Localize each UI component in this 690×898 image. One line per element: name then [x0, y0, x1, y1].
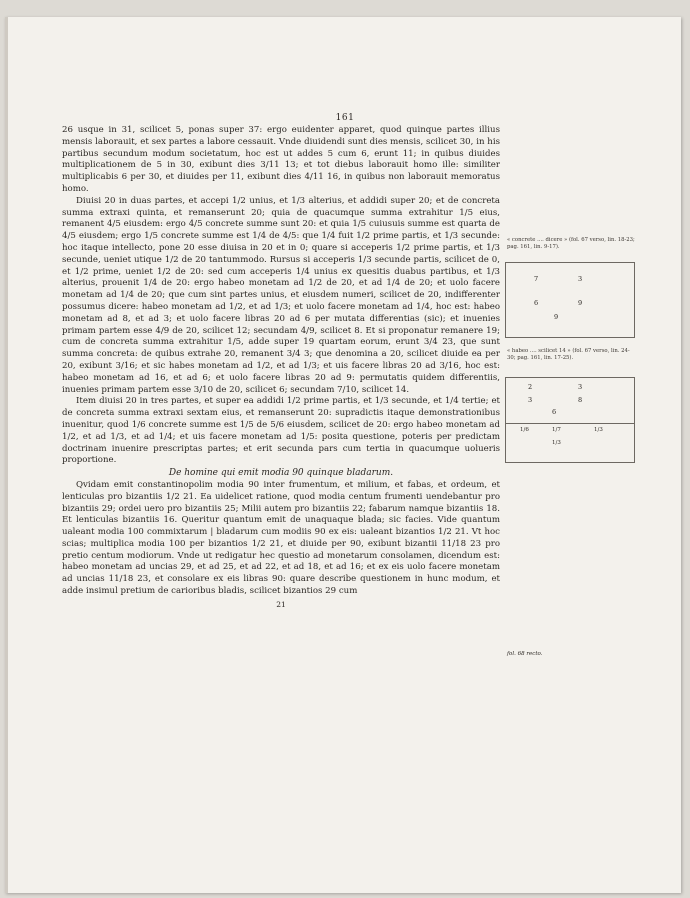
paragraph-3: Item diuisi 20 in tres partes, et super ea addidi 1/2 prime partis, et 1/3 secunde, et 1/4 tertie; et de concreta summa extraxi sextam eius, et remanserunt 20: supradictis itaque demonstrationibus inuenitur, quod 1/6 concrete summe est 1/5 de 5/6 eiusdem, scilicet de 20: ergo habeo monetam ad 1/2, et ad 1/3, et ad 1/4; et uis facere monetam ad 1/5: posita questione, poteris per predictam doctrinam inuenire prescriptas partes; et erit secunda pars cum tertia in quacumque uolueris proportione. — [62, 396, 500, 466]
box2-fraction: 1/7 — [552, 427, 561, 433]
box2-fraction: 1/3 — [552, 440, 561, 446]
paragraph-2: Diuisi 20 in duas partes, et accepi 1/2 unius, et 1/3 alterius, et addidi super 20; et de concreta summa extraxi quinta, et remanserunt 20; quia de quacumque summa extrahitur 1/5 eius, remanent 4/5 eiusdem: ergo 4/5 concrete summe sunt 20: et quia 1/5 cuiusuis summe est quarta de 4/5 eiusdem; ergo 1/5 concrete summe est 1/4 de 4/5: que 1/4 fuit 1/2 prime partis, et 1/3 secunde: hoc itaque intellecto, pone 20 esse diuisa in 20 et in 0; quare si acceperis 1/2 prime partis, et 1/3 secunde, ueniet utique 1/2 de 20 tantummodo. Rursus si acceperis 1/3 secunde partis, scilicet de 0, et 1/2 prime, ueniet 1/2 de 20: sed cum acceperis 1/4 unius ex quesitis duabus partibus, et 1/3 alterius, prouenit 1/4 de 20: ergo habeo monetam ad 1/2 de 20, et ad 1/4 de 20; et uolo facere monetam ad 1/4 de 20; que cum sint partes unius, et eiusdem numeri, scilicet de 20, indifferenter possumus dicere: habeo monetam ad 1/2, et ad 1/3; et uolo facere monetam ad 1/4, hoc est: habeo monetam ad 8, et ad 3; et uolo facere libras 20 ad 6 per mutata differentias (sic); et inuenies primam partem esse 4/9 de 20, scilicet 12; secundam 4/9, scilicet 8. Et si proponatur remanere 19; cum de concreta summa extrahitur 1/5, adde super 19 quartam eorum, erunt 3/4 23, que sunt summa concreta: de quibus extrahe 20, remanent 3/4 3; que denomina a 20, scilicet diuide ea per 20, exibunt 3/16; et sic habes monetam ad 1/2, et ad 1/3; et uis facere libras 20 ad 3/16, hoc est: habeo monetam ad 16, et ad 6; et uolo facere libras 20 ad 9: permutatis quidem differentiis, inuenies primam partem esse 3/10 de 20, scilicet 6; secundam 7/10, scilicet 14. — [62, 195, 500, 395]
side-note-2: « habeo .... scilicet 14 » (fol. 67 verso, lin. 24-30; pag. 161, lin. 17-25). — [507, 348, 630, 361]
box1-num: 6 — [534, 299, 539, 307]
box1-num: 9 — [554, 313, 559, 321]
box2-num: 6 — [552, 408, 557, 416]
box2-fraction: 1/6 — [520, 427, 529, 433]
box2-num: 3 — [528, 396, 533, 404]
box2-fraction: 1/3 — [594, 427, 603, 433]
box2-num: 2 — [528, 383, 533, 391]
diagram-box-2 — [505, 377, 635, 463]
section-heading: De homine qui emit modia 90 quinque bladarum. — [168, 468, 394, 479]
box1-num: 9 — [578, 299, 583, 307]
side-note-3: fol. 68 recto. — [507, 651, 543, 657]
main-text — [62, 125, 500, 611]
box2-num: 3 — [578, 383, 583, 391]
paragraph-4: Qvidam emit constantinopolim modia 90 inter frumentum, et milium, et fabas, et ordeum, et lenticulas pro bizantiis 1/2 21. Ea uidelicet ratione, quod modia centum frumenti uendebantur pro bizantiis 29; ordei uero pro bizantiis 25; Milii autem pro bizantiis 22; fabarum namque bizantiis 18. Et lenticulas bizantiis 16. Queritur quantum emit de unaquaque blada; sic facies. Vide quantum ualeant modia 100 commixtarum | bladarum cum modiis 90 ex eis: ualeant bizantios 1/2 21. Vt hoc scias; multiplica modia 100 per bizantios 1/2 21, et diuide per 90, exibunt bizantii 11/18 23 pro pretio centum modiorum. Vnde ut redigatur hec questio ad monetarum consolamen, dicendum est: habeo monetam ad uncias 29, et ad 25, et ad 22, et ad 18, et ad 16; et ex eis uolo facere monetam ad uncias 11/18 23, et consolare ex eis libras 90: quare describe questionem in hunc modum, et adde insimul pretium de carioribus bladis, scilicet bizantios 29 cum — [62, 479, 500, 597]
signature-mark: 21 — [276, 599, 286, 609]
diagram-box-1 — [505, 262, 635, 338]
box1-num: 3 — [578, 275, 583, 283]
paragraph-1: 26 usque in 31, scilicet 5, ponas super 37: ergo euidenter apparet, quod quinque partes illius mensis laborauit, et sex partes a labore cessauit. Vnde diuidendi sunt dies mensis, scilicet 30, in his partibus secundum modum societatum, hoc est ut addes 5 cum 6, erunt 11; in quibus diuides multiplicationem de 5 in 30, exibunt dies 3/11 13; et tot diebus laborauit homo ille: similiter multiplicabis 6 per 30, et diuides per 11, exibunt dies 4/11 16, in quibus non laborauit memoratus homo. — [62, 125, 500, 194]
page-number: 161 — [335, 113, 355, 123]
page-spine — [5, 17, 8, 893]
box2-divider — [506, 423, 634, 424]
box1-num: 7 — [534, 275, 539, 283]
side-note-1: « concrete .... dicere » (fol. 67 verso, lin. 18-23; pag. 161, lin. 9-17). — [507, 237, 635, 250]
box2-num: 8 — [578, 396, 583, 404]
